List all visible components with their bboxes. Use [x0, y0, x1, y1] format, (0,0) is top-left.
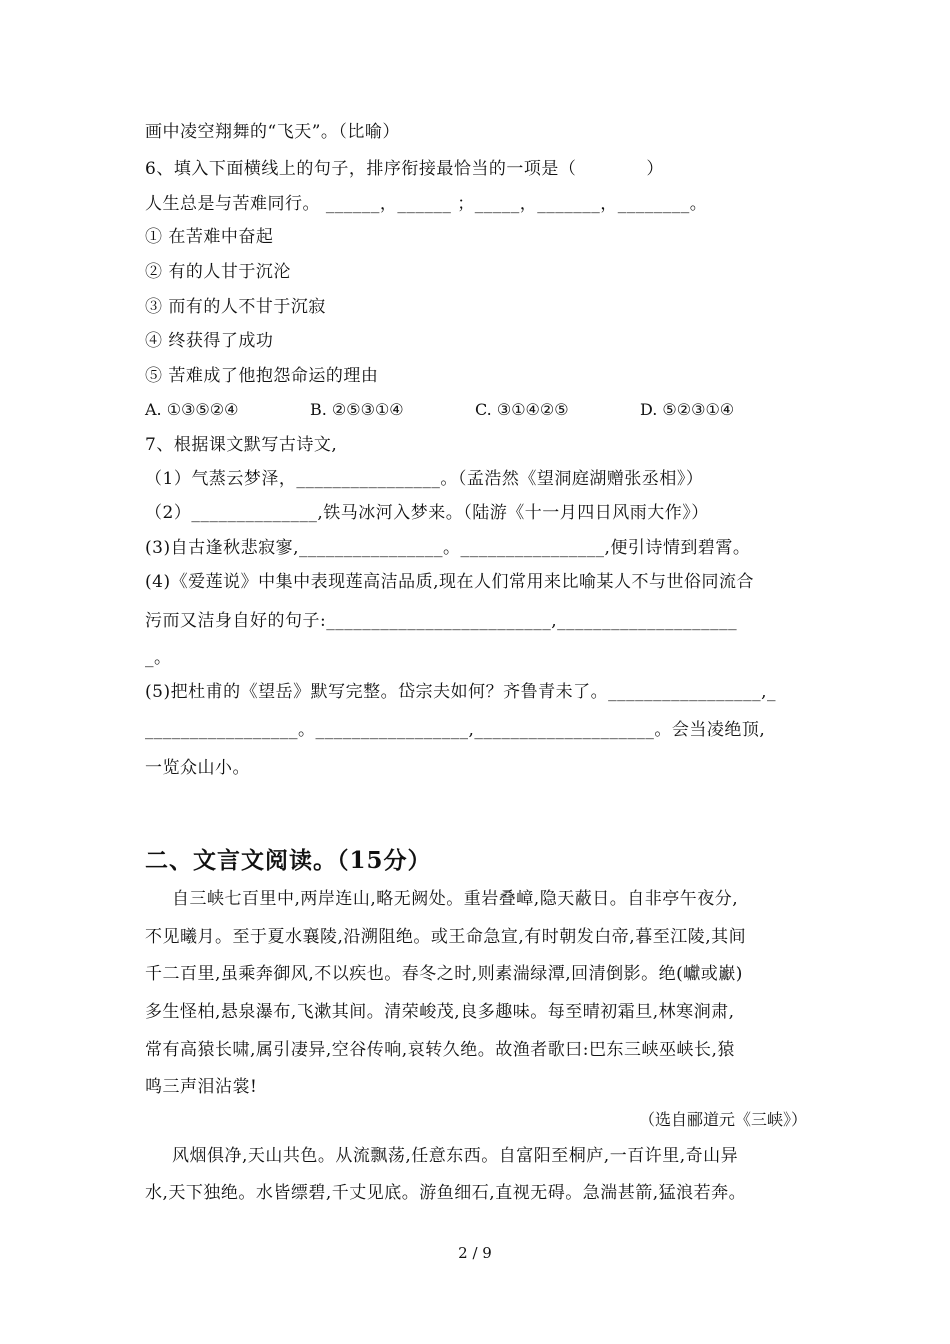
option-item: ⑤ 苦难成了他抱怨命运的理由: [145, 366, 379, 386]
choice-c: C. ③①④②⑤: [475, 400, 569, 419]
question-7-line: 一览众山小。: [145, 758, 250, 778]
passage-line: 不见曦月。至于夏水襄陵,沿溯阻绝。或王命急宣,有时朝发白帝,暮至江陵,其间: [145, 927, 747, 947]
option-item: ② 有的人甘于沉沦: [145, 262, 291, 282]
question-7-line: (5)把杜甫的《望岳》默写完整。岱宗夫如何？齐鲁青未了。_________________,_: [145, 682, 776, 702]
question-7-line: _________________。_________________,____________________。会当凌绝顶,: [145, 720, 766, 740]
question-7-line: 污而又洁身自好的句子:_________________________,____________________: [145, 611, 738, 631]
passage-line: 千二百里,虽乘奔御风,不以疾也。春冬之时,则素湍绿潭,回清倒影。绝(巘或巚): [145, 964, 743, 984]
passage-source: （选自郦道元《三峡》）: [638, 1110, 807, 1129]
question-7-stem: 7、根据课文默写古诗文,: [145, 435, 338, 455]
question-6-stem: 6、填入下面横线上的句子，排序衔接最恰当的一项是（ ）: [145, 159, 664, 179]
question-6-sentence: 人生总是与苦难同行。 ______，______ ；_____，_______，________。: [145, 194, 708, 214]
passage-line: 水,天下独绝。水皆缥碧,千丈见底。游鱼细石,直视无碍。急湍甚箭,猛浪若奔。: [145, 1183, 747, 1203]
passage-line: 风烟俱净,天山共色。从流飘荡,任意东西。自富阳至桐庐,一百许里,奇山异: [172, 1146, 739, 1166]
option-item: ④ 终获得了成功: [145, 331, 274, 351]
passage-line: 多生怪柏,悬泉瀑布,飞漱其间。清荣峻茂,良多趣味。每至晴初霜旦,林寒涧肃,: [145, 1002, 735, 1022]
text-line: 画中凌空翔舞的“飞天”。（比喻）: [145, 122, 400, 142]
section-heading: 二、文言文阅读。（15分）: [145, 847, 432, 874]
question-7-line: (4)《爱莲说》中集中表现莲高洁品质,现在人们常用来比喻某人不与世俗同流合: [145, 572, 754, 592]
passage-line: 鸣三声泪沾裳!: [145, 1077, 258, 1097]
option-item: ① 在苦难中奋起: [145, 227, 274, 247]
question-7-line: (3)自古逢秋悲寂寥,________________。________________,便引诗情到碧霄。: [145, 538, 751, 558]
choice-d: D. ⑤②③①④: [640, 400, 735, 419]
passage-line: 常有高猿长啸,属引凄异,空谷传响,哀转久绝。故渔者歌曰:巴东三峡巫峡长,猿: [145, 1040, 735, 1060]
question-7-line: _。: [145, 648, 172, 668]
question-7-line: （2）______________,铁马冰河入梦来。（陆游《十一月四日风雨大作》）: [145, 503, 709, 523]
question-6-choices: [145, 398, 734, 422]
option-item: ③ 而有的人不甘于沉寂: [145, 297, 326, 317]
passage-line: 自三峡七百里中,两岸连山,略无阙处。重岩叠嶂,隐天蔽日。自非亭午夜分,: [172, 889, 739, 909]
page-number: 2 / 9: [458, 1244, 492, 1262]
choice-b: B. ②⑤③①④: [310, 400, 404, 419]
choice-a: A. ①③⑤②④: [145, 400, 239, 419]
question-7-line: （1）气蒸云梦泽，________________。（孟浩然《望洞庭湖赠张丞相》）: [145, 469, 704, 489]
